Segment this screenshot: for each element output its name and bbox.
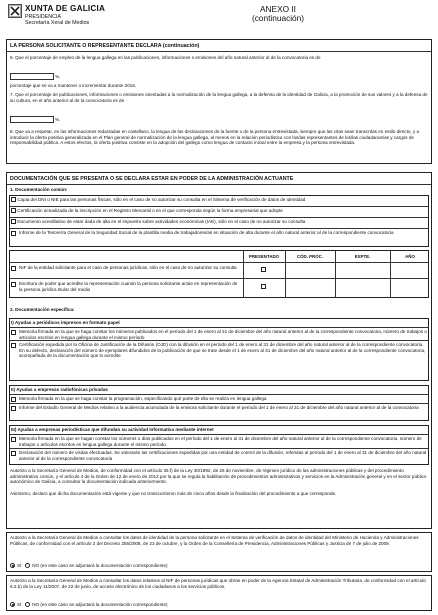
common-docs-title: 1. Documentación común: <box>10 187 68 192</box>
checkbox[interactable] <box>11 343 16 348</box>
percent-normalization-input[interactable] <box>10 116 54 123</box>
form-page <box>6 2 432 613</box>
item-7: 7. Que el porcentaje de publicaciones, informaciones o emisiones orientadas a la normalización de la lengua gallega, a la defensa de la identidad de Galicia, a la promoción de sus valores y a la defensa de su cultura, en el año anterior al de la convocatoria es de <box>10 92 428 103</box>
header-presented: PRESENTADO <box>248 254 280 259</box>
checkbox[interactable] <box>11 219 16 224</box>
nif-authorization <box>6 575 432 611</box>
table-row-escritura: Escritura de poder que acredite la representación cuando la persona solicitante actúe en representación de la persona jurídica titular del medio <box>19 281 238 292</box>
subdepartment-name: Secretaría Xeral de Medios <box>25 20 90 26</box>
nif-no-label: NO (en este caso se adjuntará la documentación correspondiente) <box>32 602 168 607</box>
checkbox[interactable] <box>11 330 16 335</box>
group-title: I) Ayudas a periódicos impresos en formato papel <box>11 320 120 325</box>
authorization-footnote: Autorizo a la Secretaría General de Medios, de conformidad con el artículo 35.f) de la Ley 30/1992, de 26 de noviembre, de régimen jurídico de las administraciones públicas y del procedimiento administrativo común, y el artículo 4 de la Orden de 12 de enero de 2012 por la que se regula la habilitación de procedimientos administrativos y servicios en la Administración general y en el sector público autonómico de Galicia, a consultar la documentación indicada anteriormente. <box>10 468 427 485</box>
group-item: Memoria firmada en la que se hagan constar los números o días publicados en el período del 1 de enero al 31 de diciembre del año natural anterior al de la correspondiente convocatoria, número de trabajos o artículos escritos en lengua gallega durante el mismo período <box>19 436 422 447</box>
group-title: II) Ayudas a empresas radiofónicas privadas <box>11 387 108 392</box>
identity-authorization <box>6 532 432 572</box>
identity-no-radio[interactable] <box>25 563 30 568</box>
presented-checkbox[interactable] <box>261 284 266 289</box>
item-6-continuation: porcentaje que se va a mantener o incrementar durante 2016. <box>10 83 137 88</box>
group-radio <box>9 385 429 421</box>
group-item: Memoria firmada en la que se haga constar los números publicados en el período del 1 de enero al 31 de diciembre del año natural anterior al de la correspondiente convocatoria, número de trabajos o artículos escritos en lengua gallega durante el mismo período <box>19 329 427 340</box>
presented-checkbox[interactable] <box>261 267 266 272</box>
header-year: AÑO <box>405 254 415 259</box>
item-6: 6. Que el porcentaje de empleo de la lengua gallega en las publicaciones, informaciones o emisiones del año natural anterior al de la convocatoria es de <box>10 55 321 60</box>
nif-yes-radio[interactable] <box>10 602 15 607</box>
common-item-registro: Certificación actualizada de la inscripción en el Registro Mercantil o en el que corresponda según la forma empresarial que adopte <box>17 208 283 213</box>
common-item-iae: Documento acreditativo de estar dada de alta en el impuesto sobre actividades económicas (IAE), sólo en el caso de no autorizar su consulta <box>17 219 306 224</box>
nif-yes-label: SÍ <box>17 602 22 607</box>
checkbox[interactable] <box>11 406 16 411</box>
annex-title: ANEXO II <box>260 4 296 14</box>
checkbox[interactable] <box>11 437 16 442</box>
common-item-dni: Copia del DNI o NIE para las personas físicas, sólo en el caso de no autorizar su consulta en el Sistema de verificación de datos de identidad <box>17 197 306 202</box>
group-item: Declaración del número de visitas efectuadas. Se valorarán las certificaciones expedidas por una entidad de control de la difusión, referidas al período del 1 de enero al 31 de diciembre del año natural anterior al de la correspondiente convocatoria <box>19 450 427 461</box>
checkbox[interactable] <box>11 208 16 213</box>
percent-symbol: %, <box>55 74 61 79</box>
declaration-section <box>6 39 432 164</box>
brand-name: XUNTA DE GALICIA <box>25 4 106 13</box>
group-item: Memoria firmada en la que se haga constar la programación, especificando qué parte de ella se realiza en lengua gallega <box>19 396 267 401</box>
department-name: PRESIDENCIA <box>25 14 61 20</box>
nif-authorization-text: Autorizo a la Secretaría General de Medios a consultar los datos relativos al NIF de personas jurídicas que obran en poder de la Agencia Estatal de Administración Tributaria, de conformidad con el artículo 6.2.b) de la Ley 11/2007, de 22 de junio, de acceso electrónico de los ciudadanos a los servicios públicos. <box>10 578 426 589</box>
checkbox[interactable] <box>11 231 16 236</box>
xunta-logo-icon <box>8 4 22 18</box>
group-item: Certificación expedida por la Oficina de Justificación de la Difusión (OJD) con la difusión en el período del 1 de enero al 31 de diciembre del año natural anterior al de la correspondiente convocatoria. En su defecto, declaración del número de ejemplares difundidos de la publicación de que se trate desde el 1 de enero al 31 de diciembre del año natural anterior al de la correspondiente convocatoria, acompañada de la documentación que lo acredite <box>19 342 426 359</box>
group-internet <box>9 425 429 465</box>
checkbox[interactable] <box>11 397 16 402</box>
table-row-nif: NIF de la entidad solicitante para el caso de personas jurídicas, sólo en el caso de no autorizar su consulta <box>19 265 237 270</box>
annex-continuation: (continuación) <box>251 13 305 23</box>
declaration-title: LA PERSONA SOLICITANTE O REPRESENTANTE DECLARA (continuación) <box>10 43 200 49</box>
checkbox[interactable] <box>11 282 16 287</box>
checkbox[interactable] <box>11 266 16 271</box>
presented-docs-table <box>9 250 429 298</box>
documentation-title: DOCUMENTACIÓN QUE SE PRESENTA O SE DECLARA ESTAR EN PODER DE LA ADMINISTRACIÓN ACTUANTE <box>10 176 294 182</box>
common-docs-list <box>9 195 429 247</box>
group-printed-newspapers <box>9 318 429 381</box>
identity-yes-radio[interactable] <box>10 563 15 568</box>
percent-employment-input[interactable] <box>10 73 54 80</box>
nif-no-radio[interactable] <box>25 602 30 607</box>
header-proc-code: CÓD. PROC. <box>296 254 324 259</box>
checkbox[interactable] <box>11 451 16 456</box>
item-8: 8. Que va a respetar, en las informaciones redactadas en castellano, la lengua de las declaraciones de la fuente o de la persona entrevistada, siempre que las citas sean transcritas en estilo directo, y a introducir la oferta positiva generalizada en el Plan general de normalización de la lengua gallega, al menos en la relación periodística con los/las representantes de los/las ciudadanos/as y cargos de responsabilidad pública. A estos efectos, la oferta positiva consiste en la adopción del gallego como lengua de contacto inicial entre la empresa y la persona entrevistada. <box>10 129 420 146</box>
checkbox[interactable] <box>11 197 16 202</box>
identity-yes-label: SÍ <box>17 563 22 568</box>
group-item: Informe del Estudio General de Medios relativo a la audiencia acumulada de la emisora solicitante durante el período del 1 de enero al 31 de diciembre del año natural anterior al de la convocatoria <box>19 405 419 410</box>
percent-symbol-2: %. <box>55 117 61 122</box>
common-item-tesoreria: Informe de la Tesorería General de la Seguridad Social de la plantilla media de trabajadores/as en situación de alta durante el año natural anterior al de la correspondiente convocatoria <box>19 230 394 235</box>
identity-authorization-text: Autorizo a la Secretaría General de Medios a consultar los datos de identidad de la persona solicitante en el Sistema de verificación de datos de identidad del Ministerio de Hacienda y Administraciones Públicas, de conformidad con el artículo 2 del Decreto 255/2008, de 23 de octubre, y la Orden de la Consellería de Presidencia, Administraciones Públicas y Justicia de 7 de julio de 2009. <box>10 535 419 546</box>
validity-footnote: Asimismo, declaro que dicha documentación está vigente y que no transcurrieron más de cinco años desde la finalización del procedimiento a que corresponde. <box>10 491 337 496</box>
header-expte: EXPTE. <box>354 254 371 259</box>
documentation-section <box>6 172 432 529</box>
group-title: III) Ayudas a empresas periodísticas que difundan su actividad informativa mediante internet <box>11 427 214 432</box>
specific-docs-title: 2. Documentación específica: <box>10 307 75 312</box>
identity-no-label: NO (en este caso se adjuntará la documentación correspondiente) <box>32 563 168 568</box>
